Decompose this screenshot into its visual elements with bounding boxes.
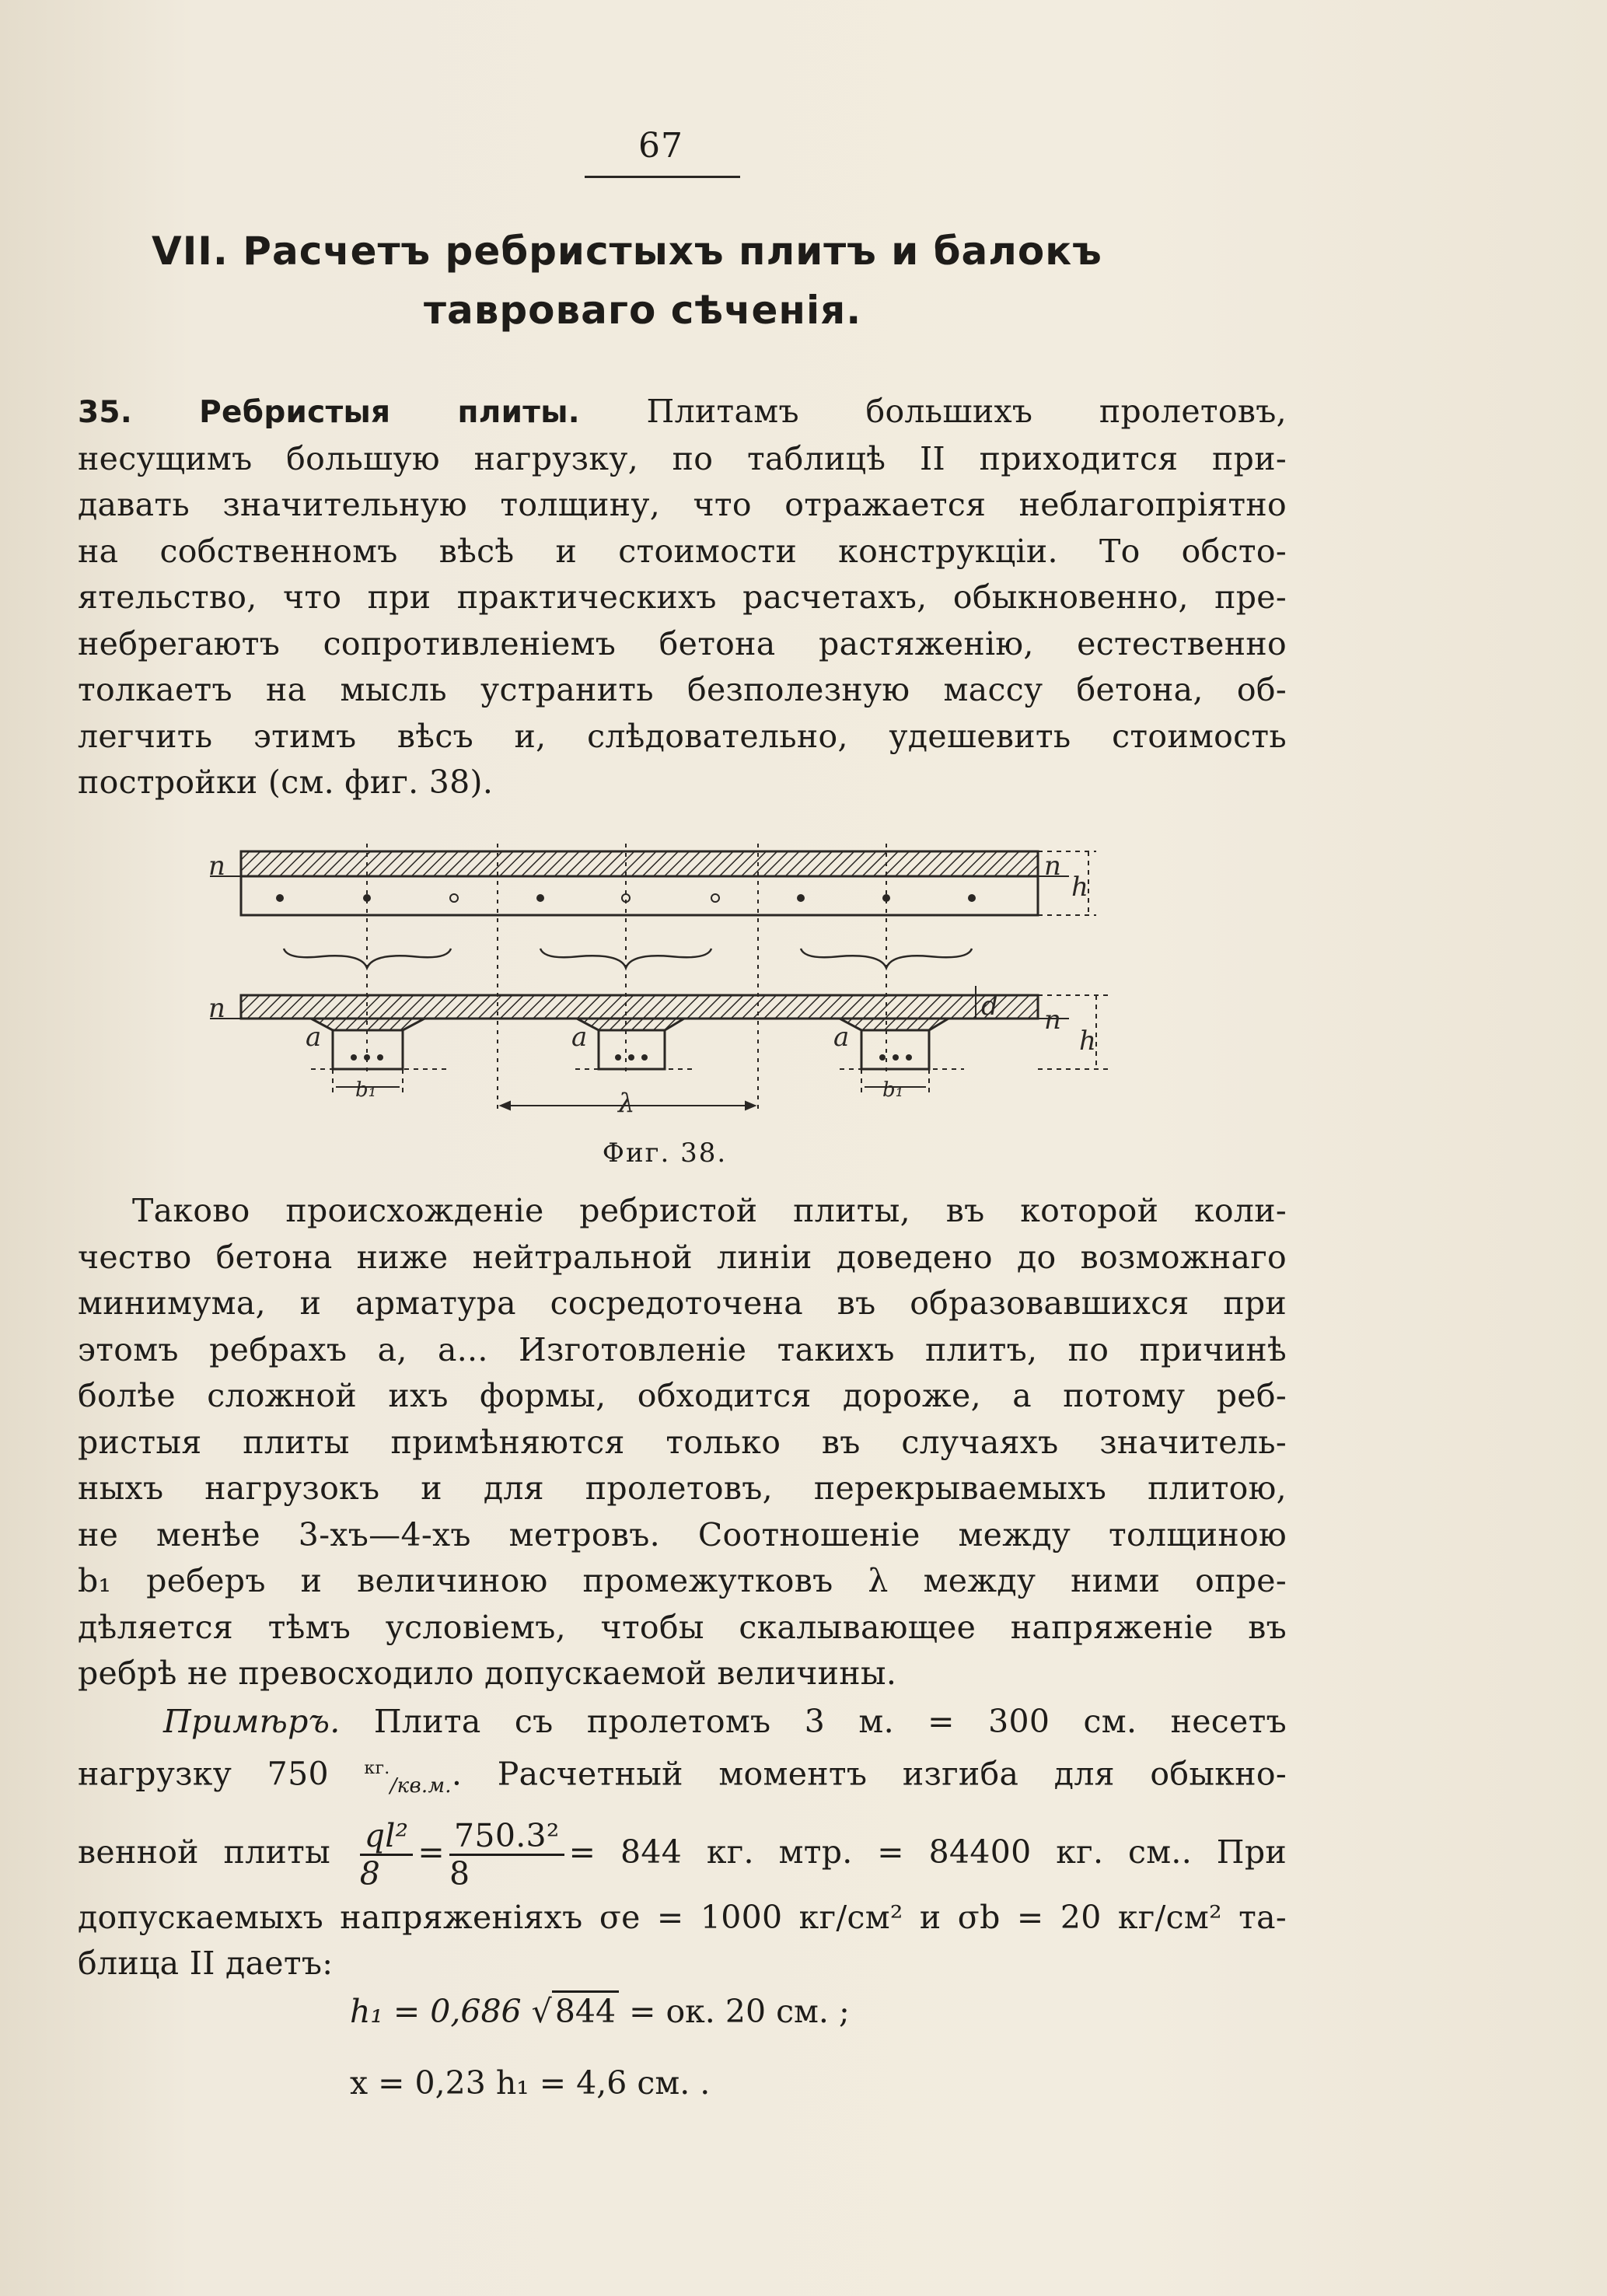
label-n: n (208, 993, 225, 1024)
paragraph-line: толкаетъ на мысль устранить безполезную массу бетона, об- (78, 671, 1287, 708)
paragraph-line: на собственномъ вѣсѣ и стоимости конструкціи. То обсто- (78, 532, 1287, 570)
label-a: a (306, 1022, 322, 1053)
section-heading: 35. Ребристыя плиты. (78, 395, 580, 430)
paragraph-2 (78, 1188, 1287, 1697)
paragraph-line: венной плиты $\frac{\text{ql²}}{8}$ = $\frac{\text{750.3²}}{8}$ = 844 кг. мтр. = 84400 кг. см.. При (78, 1816, 1287, 1892)
plain-slab (210, 844, 1096, 1112)
example-paragraph (78, 1699, 1287, 1987)
fraction-ql2: $\frac{\text{ql²}}{8}$ (360, 1818, 414, 1892)
paragraph-line: легчить этимъ вѣсъ и, слѣдовательно, удешевить стоимость (78, 717, 1287, 755)
paragraph-line: Таково происхожденіе ребристой плиты, въ которой коли- (132, 1192, 1287, 1229)
paragraph-line: минимума, и арматура сосредоточена въ образовавшихся при (78, 1284, 1287, 1322)
paragraph-line: постройки (см. фиг. 38). (78, 764, 494, 801)
paragraph-line: давать значительную толщину, что отражается неблагопріятно (78, 486, 1287, 523)
label-n: n (208, 851, 225, 882)
formula-x: x = 0,23 h₁ = 4,6 см. . (350, 2064, 711, 2102)
paragraph-line: небрегаютъ сопротивленіемъ бетона растяженію, естественно (78, 624, 1287, 662)
paragraph-line: не менѣе 3-хъ—4-хъ метровъ. Соотношеніе между толщиною (78, 1515, 1287, 1553)
chapter-title-line1: VII. Расчетъ ребристыхъ плитъ и балокъ (152, 229, 1102, 274)
figure-caption: Фиг. 38. (602, 1138, 728, 1169)
paragraph-line: ятельство, что при практическихъ расчетахъ, обыкновенно, пре- (78, 578, 1287, 616)
paragraph-line: ребрѣ не превосходило допускаемой величины. (78, 1655, 897, 1692)
label-h: h (1079, 1026, 1096, 1057)
paragraph-line: ныхъ нагрузокъ и для пролетовъ, перекрываемыхъ плитою, (78, 1470, 1287, 1507)
label-a: a (571, 1022, 588, 1053)
paragraph-line: этомъ ребрахъ a, a... Изготовленіе такихъ плитъ, по причинѣ (78, 1330, 1287, 1368)
label-n: n (1044, 851, 1061, 882)
paragraph-line: блица II даетъ: (78, 1945, 334, 1983)
paragraph-line: Примѣръ. Плита съ пролетомъ 3 м. = 300 см. несетъ (163, 1703, 1287, 1740)
chapter-title (152, 222, 1240, 340)
paragraph-line: ристыя плиты примѣняются только въ случаяхъ значитель- (78, 1423, 1287, 1461)
label-b1: b₁ (882, 1078, 904, 1102)
label-a: a (833, 1022, 850, 1053)
paragraph-line: нагрузку 750 $^{кг.}_{/кв.м.}$. Расчетный моментъ изгиба для обыкно- (78, 1755, 1287, 1798)
label-d: d (981, 991, 998, 1022)
page-number: 67 (638, 126, 683, 166)
figure-38-diagram (194, 840, 1127, 1135)
label-lambda: λ (618, 1088, 635, 1119)
paragraph-line: чество бетона ниже нейтральной линіи доведено до возможнаго (78, 1238, 1287, 1276)
label-h: h (1071, 872, 1088, 903)
example-label: Примѣръ. (163, 1703, 341, 1740)
paragraph-1 (78, 389, 1287, 806)
paragraph-line: болѣе сложной ихъ формы, обходится дороже, а потому реб- (78, 1377, 1287, 1414)
label-n: n (1044, 1005, 1061, 1036)
label-b1: b₁ (355, 1078, 377, 1102)
fraction-750: $\frac{\text{750.3²}}{8}$ (449, 1818, 564, 1892)
paragraph-line: 35. Ребристыя плиты. Плитамъ большихъ пролетовъ, (78, 393, 1287, 430)
chapter-title-line2: тавроваго сѣченія. (424, 288, 862, 333)
formula-h1: h₁ = 0,686 √844 = ок. 20 см. ; (350, 1993, 850, 2030)
ribbed-slab (210, 986, 1108, 1110)
paragraph-line: b₁ реберъ и величиною промежутковъ λ между ними опре- (78, 1562, 1287, 1599)
paragraph-line: дѣляется тѣмъ условіемъ, чтобы скалывающее напряженіе въ (78, 1608, 1287, 1646)
page-number-rule (585, 176, 740, 178)
paragraph-line: допускаемыхъ напряженіяхъ σe = 1000 кг/см² и σb = 20 кг/см² та- (78, 1898, 1287, 1936)
paragraph-line: несущимъ большую нагрузку, по таблицѣ II приходится при- (78, 439, 1287, 477)
